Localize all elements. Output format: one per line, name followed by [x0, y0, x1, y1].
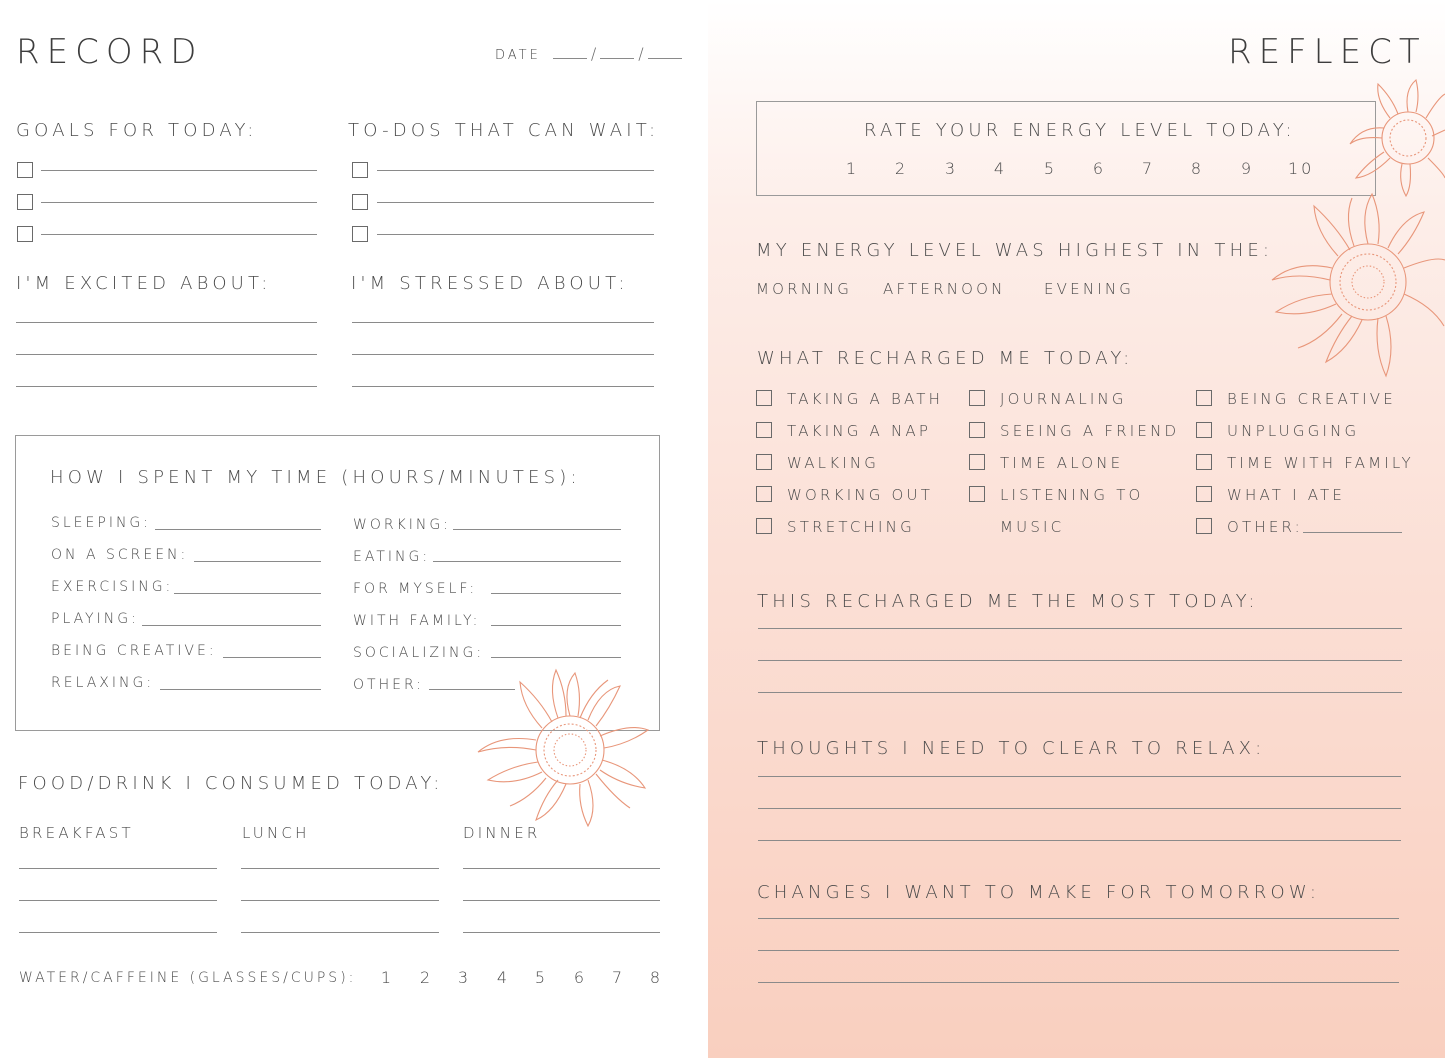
energy-number[interactable]: 7: [1141, 159, 1153, 178]
recharge-option: SEEING A FRIEND: [1000, 422, 1180, 440]
recharge-option-continuation: MUSIC: [1000, 518, 1065, 536]
recharge-checkbox[interactable]: [1196, 390, 1212, 406]
recharge-checkbox[interactable]: [1196, 486, 1212, 502]
time-label-myself: FOR MYSELF:: [353, 581, 478, 597]
option-afternoon[interactable]: AFTERNOON: [883, 280, 1006, 298]
todos-heading: TO-DOS THAT CAN WAIT:: [348, 120, 660, 141]
goal-line[interactable]: [41, 202, 317, 203]
energy-number[interactable]: 10: [1288, 159, 1315, 178]
time-line[interactable]: [142, 625, 321, 626]
recharge-checkbox[interactable]: [969, 486, 985, 502]
time-line[interactable]: [223, 657, 321, 658]
recharge-option: JOURNALING: [1000, 390, 1127, 408]
option-morning[interactable]: MORNING: [756, 280, 853, 298]
thoughts-line[interactable]: [758, 840, 1401, 841]
time-line[interactable]: [194, 561, 321, 562]
date-month-line[interactable]: [553, 58, 587, 59]
date-label: DATE: [495, 48, 541, 63]
highest-heading: MY ENERGY LEVEL WAS HIGHEST IN THE:: [756, 240, 1274, 261]
meal-lunch: LUNCH: [242, 824, 310, 842]
energy-number[interactable]: 4: [993, 159, 1005, 178]
stressed-line[interactable]: [352, 354, 654, 355]
thoughts-line[interactable]: [758, 776, 1401, 777]
recharge-option: OTHER:: [1227, 518, 1303, 536]
time-line[interactable]: [491, 625, 621, 626]
time-label-working: WORKING:: [353, 517, 451, 533]
recharge-checkbox[interactable]: [756, 454, 772, 470]
time-label-eating: EATING:: [353, 549, 431, 565]
changes-line[interactable]: [758, 982, 1399, 983]
recharge-checkbox[interactable]: [969, 422, 985, 438]
recharge-checkbox[interactable]: [969, 454, 985, 470]
water-number[interactable]: 8: [649, 968, 661, 987]
todo-line[interactable]: [377, 202, 654, 203]
breakfast-line[interactable]: [19, 868, 217, 869]
energy-number[interactable]: 5: [1043, 159, 1055, 178]
dinner-line[interactable]: [463, 900, 660, 901]
recharge-option: BEING CREATIVE: [1227, 390, 1396, 408]
water-number[interactable]: 7: [611, 968, 623, 987]
date-day-line[interactable]: [600, 58, 634, 59]
energy-number[interactable]: 1: [845, 159, 857, 178]
food-heading: FOOD/DRINK I CONSUMED TODAY:: [18, 773, 444, 794]
recharge-option: WALKING: [787, 454, 880, 472]
goals-heading: GOALS FOR TODAY:: [16, 120, 258, 141]
recharge-checkbox[interactable]: [1196, 454, 1212, 470]
todo-checkbox[interactable]: [352, 194, 368, 210]
time-label-family: WITH FAMILY:: [353, 613, 481, 629]
sunflower-illustration-icon: [470, 668, 660, 828]
time-label-playing: PLAYING:: [51, 611, 139, 627]
lunch-line[interactable]: [241, 932, 439, 933]
recharge-checkbox[interactable]: [1196, 422, 1212, 438]
water-number[interactable]: 5: [534, 968, 546, 987]
time-line[interactable]: [174, 593, 321, 594]
date-separator: /: [590, 44, 597, 63]
energy-number[interactable]: 8: [1190, 159, 1202, 178]
date-year-line[interactable]: [648, 58, 682, 59]
time-label-socializing: SOCIALIZING:: [353, 645, 485, 661]
time-line[interactable]: [155, 529, 321, 530]
time-label-other: OTHER:: [353, 677, 424, 693]
water-number[interactable]: 1: [380, 968, 392, 987]
time-label-screen: ON A SCREEN:: [51, 547, 189, 563]
lunch-line[interactable]: [241, 900, 439, 901]
time-line[interactable]: [433, 561, 621, 562]
changes-line[interactable]: [758, 950, 1399, 951]
energy-rating-heading: RATE YOUR ENERGY LEVEL TODAY:: [864, 120, 1296, 141]
reflect-page: [708, 0, 1445, 1058]
excited-line[interactable]: [16, 322, 317, 323]
goal-line[interactable]: [41, 234, 317, 235]
dinner-line[interactable]: [463, 868, 660, 869]
recharge-option: STRETCHING: [787, 518, 915, 536]
stressed-line[interactable]: [352, 386, 654, 387]
energy-rating-box: [756, 101, 1376, 196]
energy-number[interactable]: 9: [1240, 159, 1252, 178]
dinner-line[interactable]: [463, 932, 660, 933]
option-evening[interactable]: EVENING: [1044, 280, 1135, 298]
stressed-line[interactable]: [352, 322, 654, 323]
energy-number[interactable]: 3: [944, 159, 956, 178]
time-line[interactable]: [453, 529, 621, 530]
recharge-checkbox[interactable]: [756, 422, 772, 438]
recharge-checkbox[interactable]: [756, 390, 772, 406]
time-label-sleeping: SLEEPING:: [51, 515, 151, 531]
most-line[interactable]: [758, 692, 1402, 693]
meal-dinner: DINNER: [463, 824, 541, 842]
time-heading: HOW I SPENT MY TIME (HOURS/MINUTES):: [50, 467, 581, 488]
most-heading: THIS RECHARGED ME THE MOST TODAY:: [757, 591, 1259, 612]
thoughts-line[interactable]: [758, 808, 1401, 809]
lunch-line[interactable]: [241, 868, 439, 869]
excited-line[interactable]: [16, 354, 317, 355]
todo-checkbox[interactable]: [352, 162, 368, 178]
time-line[interactable]: [491, 657, 621, 658]
water-label: WATER/CAFFEINE (GLASSES/CUPS):: [19, 970, 357, 986]
recharge-option: TIME WITH FAMILY: [1227, 454, 1414, 472]
recharge-option: TAKING A NAP: [787, 422, 932, 440]
other-line[interactable]: [1303, 532, 1402, 533]
most-line[interactable]: [758, 660, 1402, 661]
recharged-heading: WHAT RECHARGED ME TODAY:: [757, 348, 1134, 369]
breakfast-line[interactable]: [19, 900, 217, 901]
time-label-creative: BEING CREATIVE:: [51, 643, 217, 659]
todo-checkbox[interactable]: [352, 226, 368, 242]
recharge-option: TIME ALONE: [1000, 454, 1124, 472]
recharge-option: WHAT I ATE: [1227, 486, 1346, 504]
recharge-checkbox[interactable]: [756, 518, 772, 534]
stressed-heading: I'M STRESSED ABOUT:: [351, 273, 629, 294]
recharge-checkbox[interactable]: [969, 390, 985, 406]
thoughts-heading: THOUGHTS I NEED TO CLEAR TO RELAX:: [757, 738, 1266, 759]
time-line[interactable]: [491, 593, 621, 594]
recharge-option: LISTENING TO: [1000, 486, 1144, 504]
todo-line[interactable]: [377, 170, 654, 171]
todo-line[interactable]: [377, 234, 654, 235]
changes-line[interactable]: [758, 918, 1399, 919]
energy-number[interactable]: 2: [894, 159, 906, 178]
recharge-checkbox[interactable]: [756, 486, 772, 502]
excited-line[interactable]: [16, 386, 317, 387]
breakfast-line[interactable]: [19, 932, 217, 933]
excited-heading: I'M EXCITED ABOUT:: [16, 273, 272, 294]
date-field[interactable]: [495, 44, 682, 63]
energy-number[interactable]: 6: [1092, 159, 1104, 178]
most-line[interactable]: [758, 628, 1402, 629]
record-page: [0, 0, 708, 1058]
page-title: RECORD: [16, 32, 204, 72]
time-line[interactable]: [160, 689, 321, 690]
sunflower-illustration-icon: [1348, 78, 1445, 198]
meal-breakfast: BREAKFAST: [19, 824, 134, 842]
water-number[interactable]: 6: [573, 968, 585, 987]
water-number[interactable]: 2: [419, 968, 431, 987]
goal-checkbox[interactable]: [17, 194, 33, 210]
sunflower-illustration-icon: [1268, 190, 1445, 380]
water-number[interactable]: 4: [496, 968, 508, 987]
goal-line[interactable]: [41, 170, 317, 171]
goal-checkbox[interactable]: [17, 226, 33, 242]
water-number[interactable]: 3: [457, 968, 469, 987]
changes-heading: CHANGES I WANT TO MAKE FOR TOMORROW:: [757, 882, 1321, 903]
goal-checkbox[interactable]: [17, 162, 33, 178]
time-label-relaxing: RELAXING:: [51, 675, 155, 691]
date-separator: /: [638, 44, 644, 63]
recharge-option: UNPLUGGING: [1227, 422, 1360, 440]
recharge-checkbox[interactable]: [1196, 518, 1212, 534]
page-title: REFLECT: [1228, 32, 1427, 72]
recharge-option: WORKING OUT: [787, 486, 934, 504]
recharge-option: TAKING A BATH: [787, 390, 944, 408]
time-label-exercising: EXERCISING:: [51, 579, 174, 595]
